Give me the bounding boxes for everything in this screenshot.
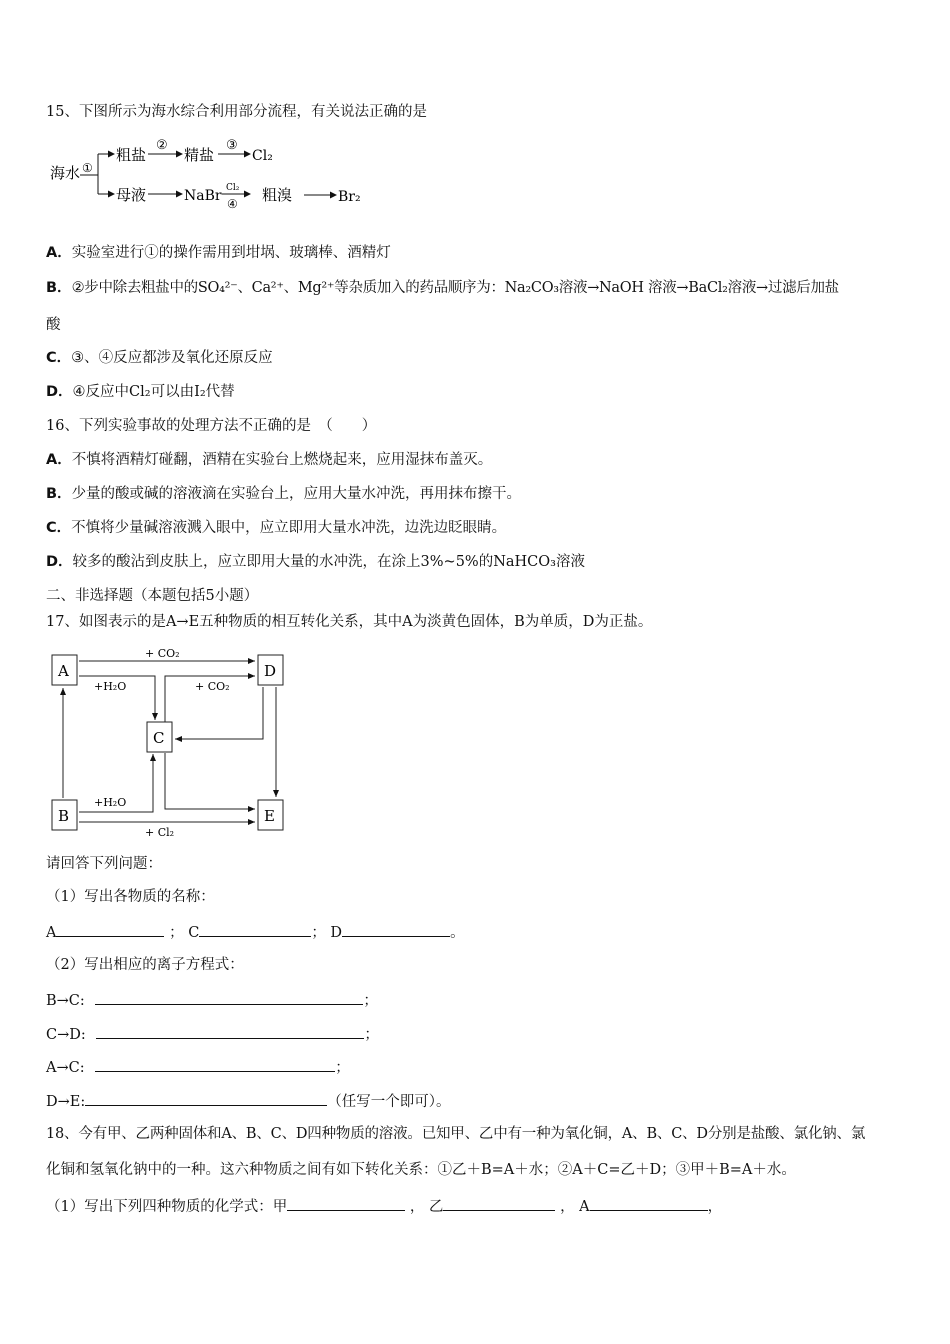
- q17-eq-d-e: D→E: （任写一个即可）。: [46, 1090, 451, 1112]
- q17-eq-c-d: C→D: ；: [46, 1023, 379, 1045]
- svg-text:母液: 母液: [116, 186, 147, 204]
- svg-text:+H₂O: +H₂O: [94, 796, 127, 809]
- svg-text:②: ②: [156, 138, 168, 153]
- q17-eq-a-c: A→C: ；: [46, 1056, 350, 1078]
- svg-text:Br₂: Br₂: [338, 189, 361, 205]
- answer-blank-d[interactable]: [342, 921, 450, 937]
- svg-text:+ CO₂: + CO₂: [195, 680, 230, 693]
- answer-blank-c[interactable]: [199, 921, 311, 937]
- q17-prompt: 请回答下列问题：: [46, 856, 162, 872]
- svg-text:A: A: [58, 662, 69, 680]
- svg-text:粗盐: 粗盐: [116, 146, 147, 164]
- q15-option-d: D．④反应中Cl₂可以由I₂代替: [46, 384, 235, 400]
- svg-text:+ Cl₂: + Cl₂: [145, 826, 175, 839]
- q15-stem: 15、下图所示为海水综合利用部分流程，有关说法正确的是: [46, 104, 427, 120]
- q17-stem: 17、如图表示的是A→E五种物质的相互转化关系，其中A为淡黄色固体，B为单质，D为正盐。: [46, 614, 653, 630]
- svg-text:NaBr: NaBr: [184, 188, 222, 204]
- q16-option-c: C．不慎将少量碱溶液溅入眼中，应立即用大量水冲洗，边洗边眨眼睛。: [46, 520, 507, 536]
- q16-stem: 16、下列实验事故的处理方法不正确的是 （ ）: [46, 418, 377, 434]
- q16-option-b: B．少量的酸或碱的溶液滴在实验台上，应用大量水冲洗，再用抹布擦干。: [46, 486, 522, 502]
- svg-text:Cl₂: Cl₂: [226, 183, 240, 193]
- answer-blank-eq[interactable]: [96, 1023, 364, 1039]
- q18-line1: 18、今有甲、乙两种固体和A、B、C、D四种物质的溶液。已知甲、乙中有一种为氧化铜，A、B、C、D分别是盐酸、氯化钠、氯: [46, 1126, 866, 1142]
- q17-part1: （1）写出各物质的名称：: [46, 889, 215, 905]
- svg-text:E: E: [264, 807, 275, 825]
- q15-flow-diagram: [46, 132, 376, 214]
- answer-blank-eq[interactable]: [95, 989, 363, 1005]
- svg-text:Cl₂: Cl₂: [252, 148, 273, 164]
- svg-text:海水: 海水: [50, 164, 81, 182]
- answer-blank-yi[interactable]: [443, 1195, 555, 1211]
- svg-text:B: B: [58, 807, 70, 825]
- svg-text:粗溴: 粗溴: [262, 186, 293, 204]
- q16-option-a: A．不慎将酒精灯碰翻，酒精在实验台上燃烧起来，应用湿抹布盖灭。: [46, 452, 493, 468]
- svg-text:④: ④: [227, 197, 238, 211]
- svg-text:+ CO₂: + CO₂: [145, 647, 180, 660]
- answer-blank-eq[interactable]: [95, 1056, 335, 1072]
- answer-blank-eq[interactable]: [85, 1090, 327, 1106]
- q17-diagram: [40, 640, 300, 840]
- section-heading: 二、非选择题（本题包括5小题）: [46, 588, 259, 604]
- q15-option-c: C．③、④反应都涉及氧化还原反应: [46, 350, 273, 366]
- svg-text:D: D: [264, 662, 277, 680]
- q17-eq-b-c: B→C: ；: [46, 989, 378, 1011]
- q16-option-d: D．较多的酸沾到皮肤上，应立即用大量的水冲洗，在涂上3%~5%的NaHCO₃溶液: [46, 554, 585, 570]
- q15-option-b-cont: 酸: [46, 317, 61, 333]
- answer-blank-a-formula[interactable]: [590, 1195, 708, 1211]
- svg-text:③: ③: [226, 138, 238, 153]
- svg-text:精盐: 精盐: [184, 146, 215, 164]
- svg-text:+H₂O: +H₂O: [94, 680, 127, 693]
- q17-part1-answers: A ； C ； D 。: [46, 921, 465, 943]
- svg-text:①: ①: [82, 161, 93, 175]
- q17-part2: （2）写出相应的离子方程式：: [46, 957, 244, 973]
- answer-blank-jia[interactable]: [287, 1195, 405, 1211]
- answer-blank-a[interactable]: [56, 921, 164, 937]
- q18-part1: （1）写出下列四种物质的化学式：甲 ， 乙 ， A ，: [46, 1195, 722, 1217]
- q18-line2: 化铜和氢氧化钠中的一种。这六种物质之间有如下转化关系：①乙＋B=A＋水；②A＋C=乙＋D；③甲＋B=A＋水。: [46, 1162, 796, 1178]
- svg-text:C: C: [153, 729, 165, 747]
- q15-option-b: B．②步中除去粗盐中的SO₄²⁻、Ca²⁺、Mg²⁺等杂质加入的药品顺序为：Na₂CO₃溶液→NaOH 溶液→BaCl₂溶液→过滤后加盐: [46, 280, 839, 296]
- q15-option-a: A．实验室进行①的操作需用到坩埚、玻璃棒、酒精灯: [46, 245, 391, 261]
